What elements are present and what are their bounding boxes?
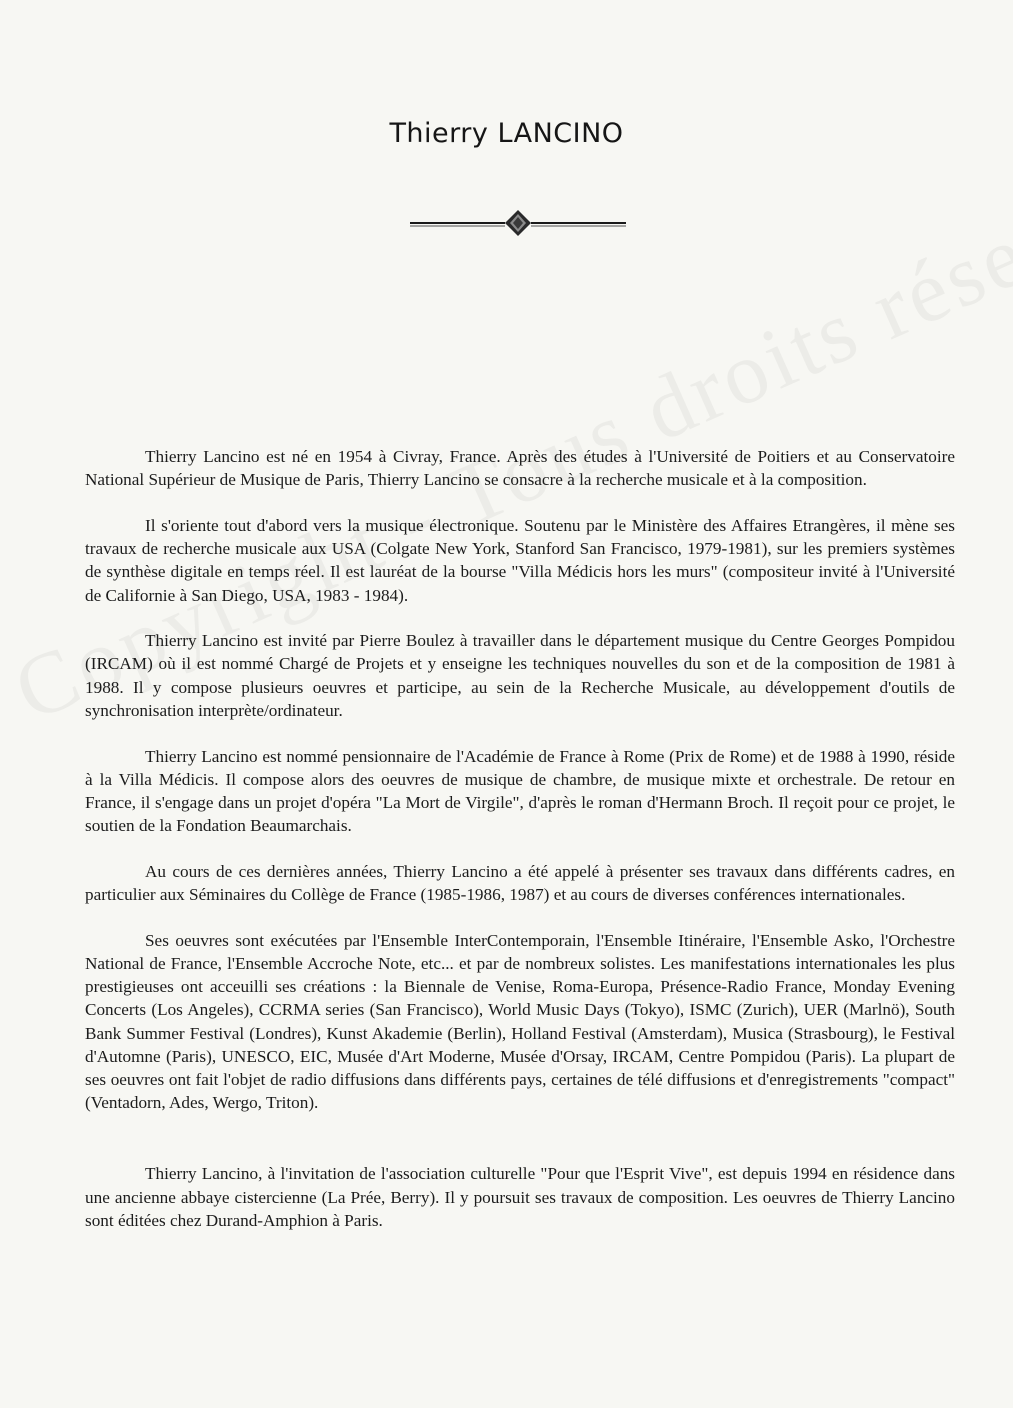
paragraph-ircam: Thierry Lancino est invité par Pierre Boulez à travailler dans le département musique du Centre Georges Pompidou (IRCAM) où il est nommé Chargé de Projets et y enseigne les techniques nouvelles du son et de la composition de 1981 à 1988. Il y compose plusieurs oeuvres et participe, au sein de la Recherche Musicale, au développement d'outils de synchronisation interprète/ordinateur. [85, 631, 955, 720]
title-divider-ornament [407, 205, 629, 241]
paragraph-birth: Thierry Lancino est né en 1954 à Civray, France. Après des études à l'Université de Poitiers et au Conservatoire National Supérieur de Musique de Paris, Thierry Lancino se consacre à la recherche musicale et à la composition. [85, 447, 955, 490]
paragraph-residence: Thierry Lancino, à l'invitation de l'association culturelle "Pour que l'Esprit Vive", est depuis 1994 en résidence dans une ancienne abbaye cistercienne (La Prée, Berry). Il y poursuit ses travaux de composition. Les oeuvres de Thierry Lancino sont éditées chez Durand-Amphion à Paris. [85, 1164, 955, 1230]
paragraph-rome: Thierry Lancino est nommé pensionnaire de l'Académie de France à Rome (Prix de Rome) et de 1988 à 1990, réside à la Villa Médicis. Il compose alors des oeuvres de musique de chambre, de musique mixte et orchestrale. De retour en France, il s'engage dans un projet d'opéra "La Mort de Virgile", d'après le roman d'Hermann Broch. Il reçoit pour ce projet, le soutien de la Fondation Beaumarchais. [85, 746, 955, 836]
biography-text [85, 445, 955, 1254]
page-title: Thierry LANCINO [389, 118, 624, 149]
paragraph-performances: Ses oeuvres sont exécutées par l'Ensemble InterContemporain, l'Ensemble Itinéraire, l'Ensemble Asko, l'Orchestre National de France, l'Ensemble Accroche Note, etc... et par de nombreux solistes. Les manifestations internationales les plus prestigieuses ont acceuilli ses créations : la Biennale de Venise, Roma-Europa, Présence-Radio France, Monday Evening Concerts (Los Angeles), CCRMA series (San Francisco), World Music Days (Tokyo), ISMC (Zurich), UER (Marlnö), South Bank Summer Festival (Londres), Kunst Akademie (Berlin), Holland Festival (Amsterdam), Musica (Strasbourg), le Festival d'Automne (Paris), UNESCO, EIC, Musée d'Art Moderne, Musée d'Orsay, IRCAM, Centre Pompidou (Paris). La plupart de ses oeuvres ont fait l'objet de radio diffusions dans différents pays, certaines de télé diffusions et d'enregistrements "compact" (Ventadorn, Ades, Wergo, Triton). [85, 930, 955, 1113]
paragraph-electronic-music: Il s'oriente tout d'abord vers la musique électronique. Soutenu par le Ministère des Affaires Etrangères, il mène ses travaux de recherche musicale aux USA (Colgate New York, Stanford San Francisco, 1979-1981), sur les premiers systèmes de synthèse digitale en temps réel. Il est lauréat de la bourse "Villa Médicis hors les murs" (compositeur invité à l'Université de Californie à San Diego, USA, 1983 - 1984). [85, 515, 955, 605]
paragraph-seminars: Au cours de ces dernières années, Thierry Lancino a été appelé à présenter ses travaux dans différents cadres, en particulier aux Séminaires du Collège de France (1985-1986, 1987) et au cours de diverses conférences internationales. [85, 861, 955, 905]
